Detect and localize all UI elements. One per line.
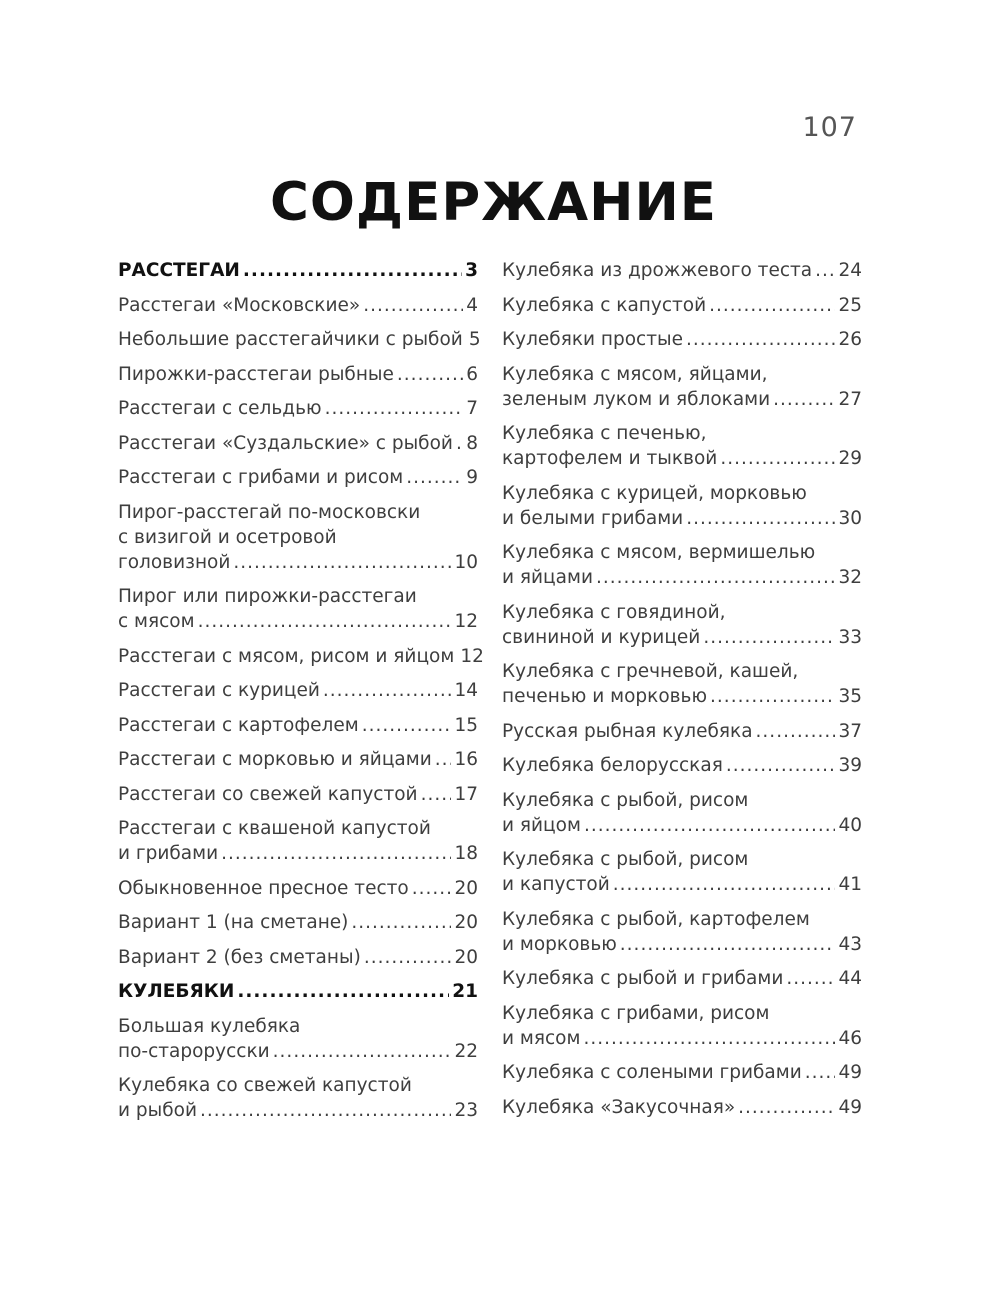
dot-leader <box>351 910 451 935</box>
dot-leader <box>805 1060 836 1085</box>
toc-entry-line <box>502 753 862 778</box>
toc-page-number: 49 <box>838 1096 862 1118</box>
dot-leader <box>397 362 463 387</box>
toc-entry-title-line: по-старорусски <box>118 1040 270 1062</box>
toc-entry <box>502 907 862 957</box>
toc-page-number: 8 <box>466 432 478 454</box>
toc-page-number: 35 <box>838 686 862 707</box>
toc-entry-line <box>118 782 478 807</box>
toc-page-number: 17 <box>454 783 478 805</box>
dot-leader <box>815 258 835 283</box>
toc-page-number: 6 <box>466 363 478 385</box>
dot-leader <box>596 565 835 590</box>
toc-page-number: 32 <box>838 567 862 588</box>
toc-page-number: 21 <box>452 981 478 1002</box>
toc-entry <box>118 362 478 387</box>
toc-entry-line <box>502 872 862 897</box>
toc-page-number: 20 <box>454 912 478 933</box>
toc-page-number: 44 <box>838 968 862 989</box>
toc-page-number: 23 <box>454 1100 478 1121</box>
toc-page-number: 10 <box>454 551 478 573</box>
dot-leader <box>620 932 836 957</box>
toc-entry <box>502 966 862 991</box>
toc-page-number: 3 <box>465 260 478 281</box>
toc-entry <box>118 396 478 421</box>
toc-entry-line <box>502 258 862 283</box>
toc-entry-title-line: Кулебяка белорусская <box>502 755 723 776</box>
toc-entry <box>118 431 478 456</box>
toc-entry-title-line: Небольшие расстегайчики с рыбой <box>118 329 463 350</box>
toc-entry-title-line: Кулебяка из дрожжевого теста <box>502 260 813 281</box>
toc-section-heading <box>118 258 478 283</box>
toc-entry-title-line: и яйцом <box>502 814 581 836</box>
toc-entry-line <box>118 293 478 318</box>
toc-entry-line <box>502 719 862 744</box>
toc-entry-title-line: РАССТЕГАИ <box>118 260 240 281</box>
dot-leader <box>233 550 451 575</box>
toc-entry-title-line: печенью и морковью <box>502 686 708 707</box>
toc-entry-line <box>118 876 478 901</box>
toc-entry-title-line: Расстегаи с грибами и рисом <box>118 467 404 488</box>
dot-leader <box>583 1026 835 1051</box>
toc-page-number: 27 <box>838 388 862 410</box>
toc-entry-title-line: и капустой <box>502 874 610 895</box>
toc-page-number: 30 <box>838 507 862 529</box>
toc-entry-title-line: КУЛЕБЯКИ <box>118 981 235 1002</box>
dot-leader <box>726 753 836 778</box>
toc-entry-title-line: Расстегаи с мясом, рисом и яйцом <box>118 645 455 667</box>
toc-entry <box>502 421 862 471</box>
toc-entry-title-line: Кулебяка с рыбой, рисом <box>502 789 749 811</box>
toc-entry-title-line: Кулебяка с рыбой, рисом <box>502 849 749 870</box>
toc-page-number: 15 <box>454 714 478 736</box>
toc-entry-title-line: Кулебяка с рыбой и грибами <box>502 968 784 989</box>
toc-entry-title-line: Расстегаи с картофелем <box>118 714 359 736</box>
toc-page-number: 43 <box>838 933 862 955</box>
toc-entry-line <box>118 713 478 738</box>
toc-entry-line <box>118 910 478 935</box>
toc-entry-title-line: Кулебяки простые <box>502 329 683 350</box>
dot-leader <box>720 446 835 471</box>
toc-entry <box>502 540 862 590</box>
toc-page-number: 39 <box>838 755 862 776</box>
dot-leader <box>237 979 449 1004</box>
toc-entry-title-line: Расстегаи с квашеной капустой <box>118 818 431 839</box>
dot-leader <box>364 945 452 970</box>
dot-leader <box>786 966 835 991</box>
toc-page-number: 37 <box>838 720 862 742</box>
toc-entry <box>118 945 478 970</box>
toc-entry-title-line: Обыкновенное пресное тесто <box>118 877 409 899</box>
toc-page-number: 4 <box>466 294 478 316</box>
toc-page-number: 7 <box>466 398 478 419</box>
toc-entry-title-line: и яйцами <box>502 567 593 588</box>
toc-entry <box>502 327 862 352</box>
toc-entry-line <box>118 431 478 456</box>
toc-entry-line <box>502 684 862 709</box>
toc-entry-title-line: Кулебяка с капустой <box>502 294 707 316</box>
toc-entry-line <box>118 258 478 283</box>
toc-entry-title-line: с визигой и осетровой <box>118 526 337 548</box>
toc-entry-line <box>118 609 478 634</box>
toc-entry-line <box>118 396 478 421</box>
dot-leader <box>435 747 452 772</box>
toc-entry-line <box>118 1039 478 1064</box>
toc-entry <box>502 600 862 650</box>
toc-entry-title-line: Кулебяка со свежей капустой <box>118 1075 412 1096</box>
dot-leader <box>325 396 464 421</box>
toc-entry-title-line: Кулебяка «Закусочная» <box>502 1096 736 1118</box>
toc-entry-line <box>118 945 478 970</box>
toc-entry-line <box>502 966 862 991</box>
toc-entry <box>118 678 478 703</box>
dot-leader <box>221 841 451 866</box>
toc-entry-title-line: Кулебяка с мясом, вермишелью <box>502 542 816 563</box>
dot-leader <box>584 813 836 838</box>
toc-page-number: 29 <box>838 448 862 469</box>
toc-entry-line <box>502 1095 862 1120</box>
dot-leader <box>686 506 835 531</box>
toc-entry-line <box>502 813 862 838</box>
toc-entry-line <box>118 327 481 352</box>
toc-entry <box>118 910 478 935</box>
toc-page-number: 22 <box>454 1040 478 1062</box>
toc-entry <box>502 258 862 283</box>
toc-entry-title-line: зеленым луком и яблоками <box>502 388 771 410</box>
toc-entry-title-line: Расстегаи с сельдью <box>118 398 322 419</box>
toc-entry-line <box>502 1060 862 1085</box>
toc-entry <box>502 753 862 778</box>
toc-entry <box>118 500 478 575</box>
toc-entry <box>502 1001 862 1051</box>
toc-entry <box>118 465 478 490</box>
toc-page-number: 40 <box>838 814 862 836</box>
toc-entry-line <box>118 678 478 703</box>
toc-entry-title-line: и грибами <box>118 843 219 864</box>
dot-leader <box>200 1098 451 1123</box>
dot-leader <box>362 713 452 738</box>
toc-entry-title-line: Кулебяка с рыбой, картофелем <box>502 908 810 930</box>
toc-entry-line <box>502 446 862 471</box>
toc-entry-title-line: и мясом <box>502 1027 581 1049</box>
toc-entry-line <box>502 565 862 590</box>
toc-entry-line <box>118 644 484 669</box>
dot-leader <box>323 678 452 703</box>
toc-entry-line <box>502 506 862 531</box>
dot-leader <box>363 293 463 318</box>
toc-entry <box>118 747 478 772</box>
toc-page-number: 20 <box>454 877 478 899</box>
toc-entry-title-line: Вариант 2 (без сметаны) <box>118 946 361 968</box>
toc-entry-line <box>118 979 478 1004</box>
toc-entry-title-line: свининой и курицей <box>502 626 701 648</box>
toc-entry-title-line: Расстегаи с морковью и яйцами <box>118 749 432 770</box>
dot-leader <box>412 876 452 901</box>
toc-entry-title-line: Русская рыбная кулебяка <box>502 720 753 742</box>
toc-entry <box>502 362 862 412</box>
toc-entry <box>118 644 484 669</box>
toc-entry-title-line: и рыбой <box>118 1100 198 1121</box>
toc-entry-line <box>502 293 862 318</box>
dot-leader <box>710 684 835 709</box>
dot-leader <box>198 609 452 634</box>
toc-entry-title-line: Пирог или пирожки-расстегаи <box>118 586 417 607</box>
dot-leader <box>756 719 836 744</box>
toc-entry-title-line: с мясом <box>118 611 195 632</box>
toc-entry-title-line: Расстегаи «Московские» <box>118 294 361 316</box>
toc-left-column <box>118 258 484 1133</box>
toc-page-number: 12 <box>460 645 484 667</box>
dot-leader <box>613 872 836 897</box>
toc-entry <box>118 1014 478 1064</box>
toc-entry-title-line: Вариант 1 (на сметане) <box>118 912 349 933</box>
toc-entry <box>118 584 478 634</box>
toc-entry <box>118 876 478 901</box>
toc-entry-line <box>502 625 862 650</box>
toc-entry-line <box>502 387 862 412</box>
toc-entry <box>502 1095 862 1120</box>
toc-page-number: 25 <box>838 294 862 316</box>
toc-entry-line <box>502 1026 862 1051</box>
dot-leader <box>686 327 835 352</box>
dot-leader <box>709 293 835 318</box>
toc-page-number: 41 <box>838 874 862 895</box>
toc-entry-title-line: Расстегаи со свежей капустой <box>118 783 418 805</box>
toc-entry <box>118 816 478 866</box>
toc-entry <box>502 481 862 531</box>
toc-page-number: 46 <box>838 1027 862 1049</box>
toc-entry-title-line: Кулебяка с курицей, морковью <box>502 482 807 504</box>
toc-entry-title-line: Расстегаи «Суздальские» с рыбой <box>118 432 453 454</box>
toc-entry-title-line: Большая кулебяка <box>118 1015 301 1037</box>
dot-leader <box>456 431 463 456</box>
page-number: 107 <box>802 112 857 143</box>
toc-entry-title-line: картофелем и тыквой <box>502 448 718 469</box>
toc-section-heading <box>118 979 478 1004</box>
toc-entry-title-line: и морковью <box>502 933 617 955</box>
toc-entry-title-line: Пирожки-расстегаи рыбные <box>118 363 394 385</box>
page-title: СОДЕРЖАНИЕ <box>269 172 718 233</box>
toc-entry <box>502 659 862 709</box>
dot-leader <box>243 258 462 283</box>
toc-page-number: 33 <box>838 626 862 648</box>
dot-leader <box>273 1039 452 1064</box>
toc-entry <box>118 327 481 352</box>
toc-entry <box>502 293 862 318</box>
toc-entry-line <box>118 362 478 387</box>
toc-page-number: 20 <box>454 946 478 968</box>
toc-entry-line <box>118 550 478 575</box>
toc-page-number: 18 <box>454 843 478 864</box>
toc-page-number: 24 <box>838 260 862 281</box>
toc-entry-title-line: Кулебяка с гречневой, кашей, <box>502 661 799 682</box>
toc-page-number: 49 <box>838 1062 862 1083</box>
toc-entry-title-line: Пирог-расстегай по-московски <box>118 501 421 523</box>
toc-page-number: 16 <box>454 749 478 770</box>
toc-entry <box>502 788 862 838</box>
toc-entry-line <box>502 932 862 957</box>
toc-entry-line <box>118 841 478 866</box>
dot-leader <box>773 387 835 412</box>
toc-page-number: 5 <box>468 329 481 350</box>
dot-leader <box>738 1095 835 1120</box>
toc-entry-title-line: и белыми грибами <box>502 507 684 529</box>
toc-page-number: 9 <box>466 467 478 488</box>
toc-entry-line <box>118 1098 478 1123</box>
toc-entry-title-line: головизной <box>118 551 231 573</box>
toc-entry-line <box>118 465 478 490</box>
toc-right-column <box>502 258 862 1129</box>
toc-entry-line <box>502 327 862 352</box>
dot-leader <box>703 625 835 650</box>
dot-leader <box>421 782 452 807</box>
toc-entry <box>118 1073 478 1123</box>
toc-entry-line <box>118 747 478 772</box>
dot-leader <box>406 465 463 490</box>
toc-entry-title-line: Кулебяка с мясом, яйцами, <box>502 363 768 385</box>
toc-entry <box>118 782 478 807</box>
toc-entry <box>502 719 862 744</box>
toc-entry <box>118 293 478 318</box>
toc-entry-title-line: Кулебяка с печенью, <box>502 423 707 444</box>
toc-page-number: 26 <box>838 329 862 350</box>
toc-page-number: 14 <box>454 680 478 701</box>
toc-entry <box>118 713 478 738</box>
toc-entry-title-line: Кулебяка с грибами, рисом <box>502 1002 770 1024</box>
toc-entry-title-line: Расстегаи с курицей <box>118 680 320 701</box>
toc-entry-title-line: Кулебяка с говядиной, <box>502 601 726 623</box>
toc-entry <box>502 1060 862 1085</box>
toc-entry <box>502 847 862 897</box>
toc-entry-title-line: Кулебяка с солеными грибами <box>502 1062 802 1083</box>
toc-page-number: 12 <box>454 611 478 632</box>
